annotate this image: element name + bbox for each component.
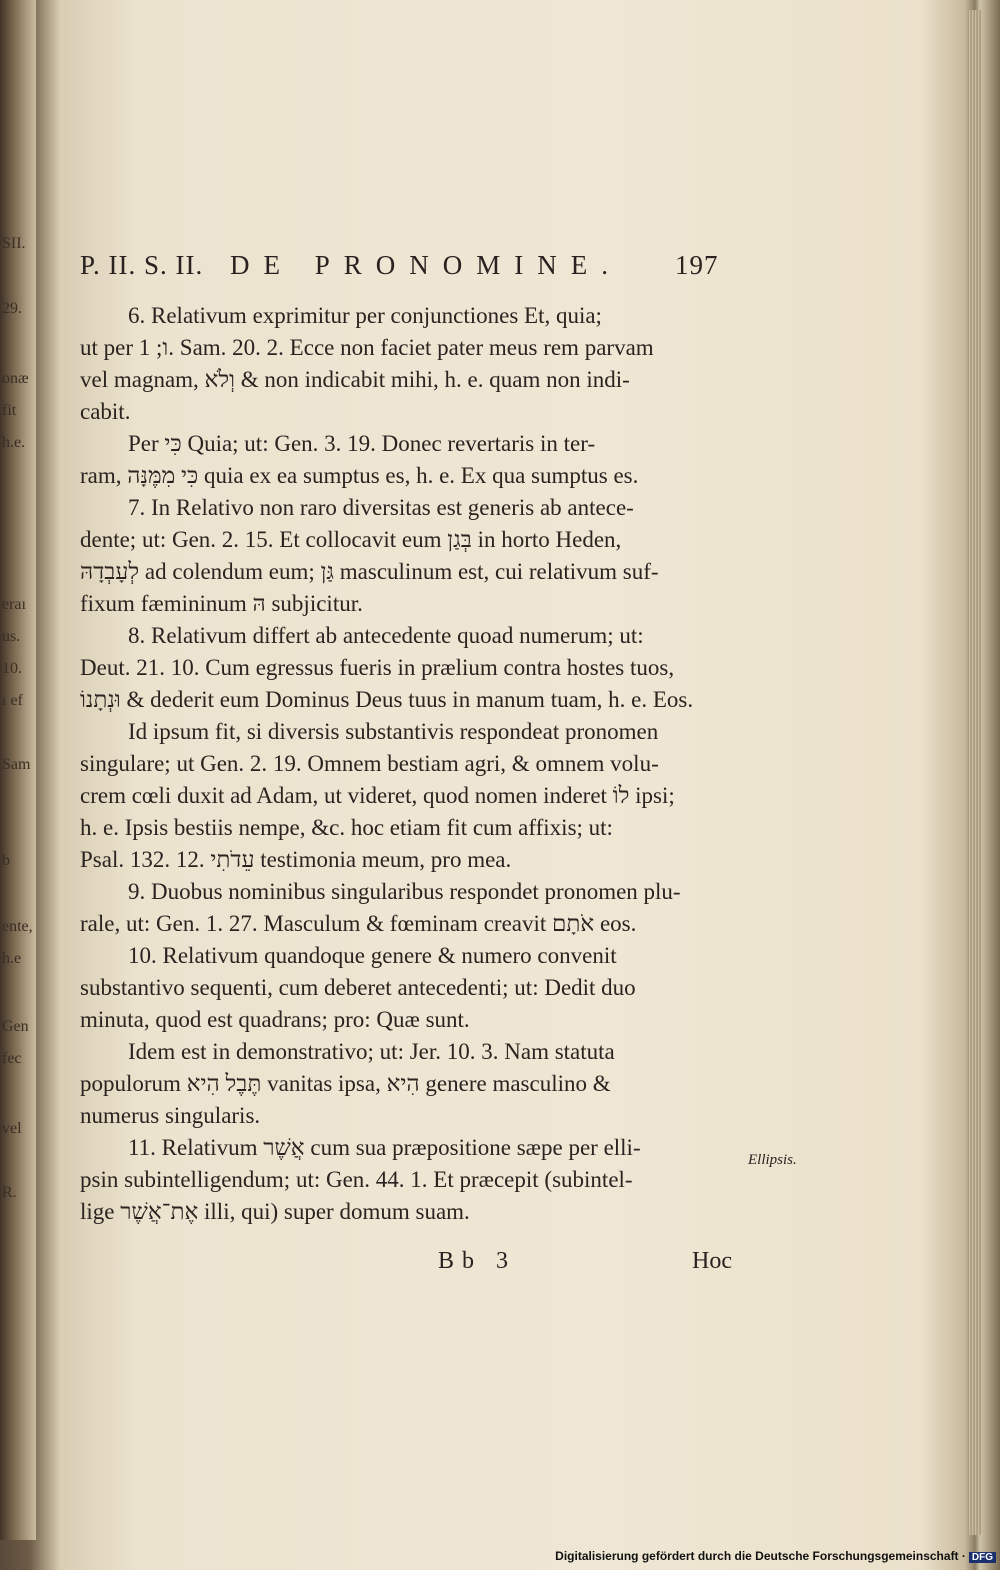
edge-fragment: h.e. (2, 434, 26, 451)
edge-fragment: onæ (2, 370, 29, 387)
text-line: populorum תֶּבֶל הִיא vanitas ipsa, הִיא genere masculino & (80, 1071, 611, 1096)
text-line: minuta, quod est quadrans; pro: Quæ sunt. (80, 1007, 470, 1032)
dfg-logo: DFG (969, 1552, 996, 1563)
text-line: 11. Relativum אֲשֶׁר cum sua præpositione sæpe per elli- (128, 1135, 641, 1160)
text-line: rale, ut: Gen. 1. 27. Masculum & fœminam creavit אֹתָם eos. (80, 911, 637, 936)
text-line: dente; ut: Gen. 2. 15. Et collocavit eum בְּגַן in horto Heden, (80, 527, 622, 552)
text-line: 8. Relativum differt ab antecedente quoad numerum; ut: (128, 623, 644, 648)
credit-text: Digitalisierung gefördert durch die Deutsche Forschungsgemeinschaft · (555, 1549, 966, 1563)
edge-fragment: 10. (2, 660, 22, 677)
signature-mark: Bb 3 (438, 1248, 517, 1274)
text-line: 6. Relativum exprimitur per conjunctiones Et, quia; (128, 303, 602, 328)
text-line: Idem est in demonstrativo; ut: Jer. 10. 3. Nam statuta (128, 1039, 615, 1064)
edge-fragment: fit (2, 402, 17, 419)
catchword: Hoc (692, 1248, 732, 1274)
edge-fragment: vel (2, 1120, 22, 1137)
edge-fragment: fec (2, 1050, 22, 1067)
text-line: Deut. 21. 10. Cum egressus fueris in prælium contra hostes tuos, (80, 655, 675, 680)
text-line: ut per ו; 1. Sam. 20. 2. Ecce non faciet pater meus rem parvam (80, 335, 654, 360)
text-line: 10. Relativum quandoque genere & numero convenit (128, 943, 617, 968)
digitization-credit (555, 1549, 996, 1563)
text-line: psin subintelligendum; ut: Gen. 44. 1. Et præcepit (subintel- (80, 1167, 633, 1192)
edge-fragment: b (2, 852, 10, 869)
edge-fragment: Gen (2, 1018, 29, 1035)
margin-note: Ellipsis. (748, 1152, 797, 1168)
page-number: 197 (675, 250, 719, 280)
edge-fragment: SII. (2, 235, 26, 252)
text-line: Psal. 132. 12. עֵדֹתִי testimonia meum, pro mea. (80, 847, 512, 872)
text-line: Id ipsum fit, si diversis substantivis respondeat pronomen (128, 719, 659, 744)
edge-fragment: Sam (2, 756, 31, 773)
body-text (80, 300, 728, 1228)
edge-fragment: ı ef (2, 692, 23, 709)
book-page (40, 10, 968, 1535)
book-fore-edge (968, 10, 982, 1535)
text-line: cabit. (80, 399, 131, 424)
edge-fragment: us. (2, 628, 21, 645)
text-line: וּנְתָנוֹ & dederit eum Dominus Deus tuus in manum tuam, h. e. Eos. (80, 687, 694, 712)
edge-fragment: ente, (2, 918, 33, 935)
text-line: Per כִּי Quia; ut: Gen. 3. 19. Donec revertaris in ter- (128, 431, 596, 456)
text-line: fixum fæmininum הּ subjicitur. (80, 591, 363, 616)
text-line: 9. Duobus nominibus singularibus respondet pronomen plu- (128, 879, 681, 904)
text-line: לְעָבְדָהּ ad colendum eum; גַּן masculinum est, cui relativum suf- (80, 559, 659, 584)
section-marker: P. II. S. II. (80, 250, 204, 280)
text-line: 7. In Relativo non raro diversitas est generis ab antece- (128, 495, 634, 520)
text-line: vel magnam, וְלֹא & non indicabit mihi, h. e. quam non indi- (80, 367, 630, 392)
text-line: ram, כִּי מִמֶּנָּה quia ex ea sumptus es, h. e. Ex qua sumptus es. (80, 463, 639, 488)
text-line: crem cœli duxit ad Adam, ut videret, quod nomen inderet לוֹ ipsi; (80, 783, 675, 808)
edge-fragment: eraı (2, 596, 26, 613)
previous-page-edge (0, 0, 36, 1540)
text-line: singulare; ut Gen. 2. 19. Omnem bestiam agri, & omnem volu- (80, 751, 659, 776)
text-line: substantivo sequenti, cum deberet antecedenti; ut: Dedit duo (80, 975, 636, 1000)
edge-fragment: 29. (2, 300, 22, 317)
text-line: numerus singularis. (80, 1103, 261, 1128)
edge-fragment: h.e (2, 950, 22, 967)
text-line: lige אֶת־אֲשֶׁר illi, qui) super domum suam. (80, 1199, 470, 1224)
text-line: h. e. Ipsis bestiis nempe, &c. hoc etiam fit cum affixis; ut: (80, 815, 613, 840)
edge-fragment: R. (2, 1184, 17, 1201)
chapter-title: DE PRONOMINE. (230, 250, 623, 280)
